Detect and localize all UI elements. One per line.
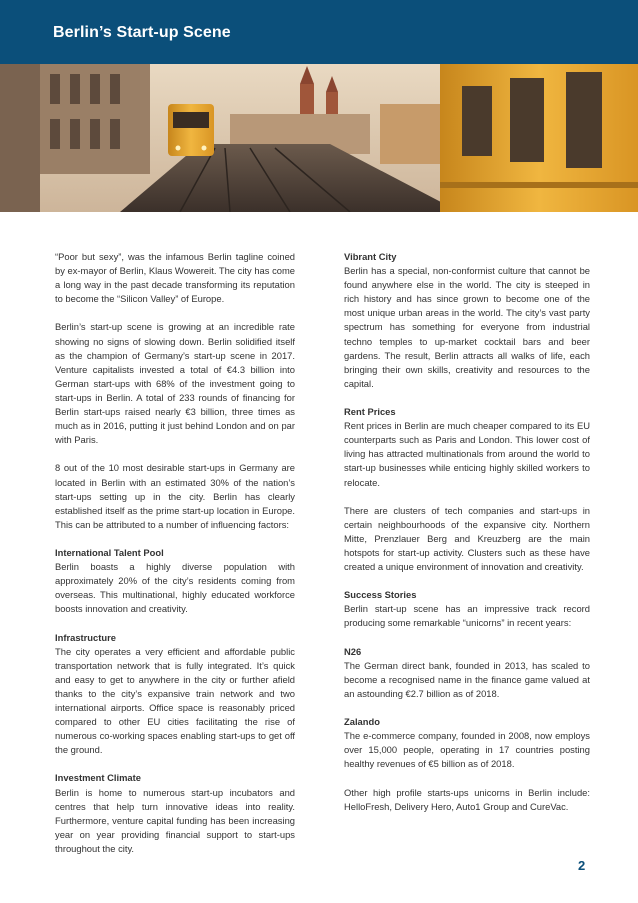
n26-text: The German direct bank, founded in 2013, has scaled to become a recognised name in the finance game valued at an astounding €2.7 billion as of 2018.	[344, 659, 590, 699]
investment-text: Berlin is home to numerous start-up incubators and centres that help turn innovative ideas into reality. Furthermore, venture capital funding has been increasing year on year providing financial support to start-ups throughout the city.	[55, 786, 295, 854]
right-column	[344, 250, 590, 828]
left-column	[55, 250, 295, 870]
rent-text: Rent prices in Berlin are much cheaper compared to its EU counterparts such as Paris and London. This lower cost of living has attracted multinationals from around the world to start-up businesses while enticing highly skilled workers to relocate.	[344, 420, 590, 488]
talent-heading: International Talent Pool	[55, 546, 164, 558]
growth-paragraph: Berlin’s start-up scene is growing at an incredible rate showing no signs of slowing down. Berlin solidified itself as the champion of Germany’s start-up scene in 2017. Venture capitalists invested a total of €4.3 billion into German start-ups with 68% of the investment going to start-ups in Berlin. A total of 233 rounds of financing for Berlin start-ups raised nearly €3 billion, three times as much as in 2016, putting it just behind London and on par with Paris.	[55, 321, 295, 446]
intro-paragraph: “Poor but sexy”, was the infamous Berlin tagline coined by ex-mayor of Berlin, Klaus Wowereit. The city has come a long way in the past decade transforming its reputation to become the “Silicon Valley” of Europe.	[55, 251, 295, 305]
talent-text: Berlin boasts a highly diverse population with approximately 20% of the city’s residents coming from overseas. This multinational, highly educated workforce boosts innovation and creativity.	[55, 561, 295, 615]
rent-heading: Rent Prices	[344, 406, 396, 418]
page-number: 2	[578, 858, 586, 873]
zalando-text: The e-commerce company, founded in 2008, now employs over 15,000 people, operating in 17 countries posting healthy revenues of €5 billion as of 2018.	[344, 730, 590, 770]
location-paragraph: 8 out of the 10 most desirable start-ups in Germany are located in Berlin with an estimated 30% of the nation’s start-ups setting up in the city. Berlin has clearly established itself as the prime start-up location in Europe. This can be attributed to a number of influencing factors:	[55, 462, 295, 530]
n26-heading: N26	[344, 645, 362, 657]
other-unicorns-text: Other high profile starts-ups unicorns in Berlin include: HelloFresh, Delivery Hero, Auto1 Group and CureVac.	[344, 786, 590, 812]
infrastructure-heading: Infrastructure	[55, 631, 116, 643]
vibrant-heading: Vibrant City	[344, 251, 397, 262]
vibrant-text: Berlin has a special, non-conformist culture that cannot be found anywhere else in the world. The city is steeped in rich history and has since grown to become one of the most unique urban areas in the world. The city’s vast party spectrum has something for everyone from industrial techno temples to up-market cocktail bars and beer gardens. The result, Berlin attracts all walks of life, each bringing their own skills, creativity and resources to the capital.	[344, 265, 590, 389]
clusters-text: There are clusters of tech companies and start-ups in certain neighbourhoods of the expansive city. Northern Mitte, Prenzlauer Berg and Kreuzberg are the main hotspots for start-up activity. Clusters such as these have created a unique environment of innovation and creativity.	[344, 504, 590, 573]
success-heading: Success Stories	[344, 589, 417, 601]
berlin-train-photo	[0, 64, 638, 212]
page-header	[0, 0, 638, 64]
infrastructure-text: The city operates a very efficient and affordable public transportation network that is fully integrated. It’s quick and easy to get to anywhere in the city or further afield thanks to the city’s expansive train network and two international airports. Office space is reasonably priced compared to other EU cities facilitating the rise of numerous co-working spaces enabling start-ups to get off the ground.	[55, 645, 295, 756]
success-text: Berlin start-up scene has an impressive track record producing some remarkable “unicorns” in recent years:	[344, 603, 590, 629]
page-title: Berlin’s Start-up Scene	[53, 24, 231, 41]
investment-heading: Investment Climate	[55, 772, 141, 784]
zalando-heading: Zalando	[344, 716, 380, 728]
